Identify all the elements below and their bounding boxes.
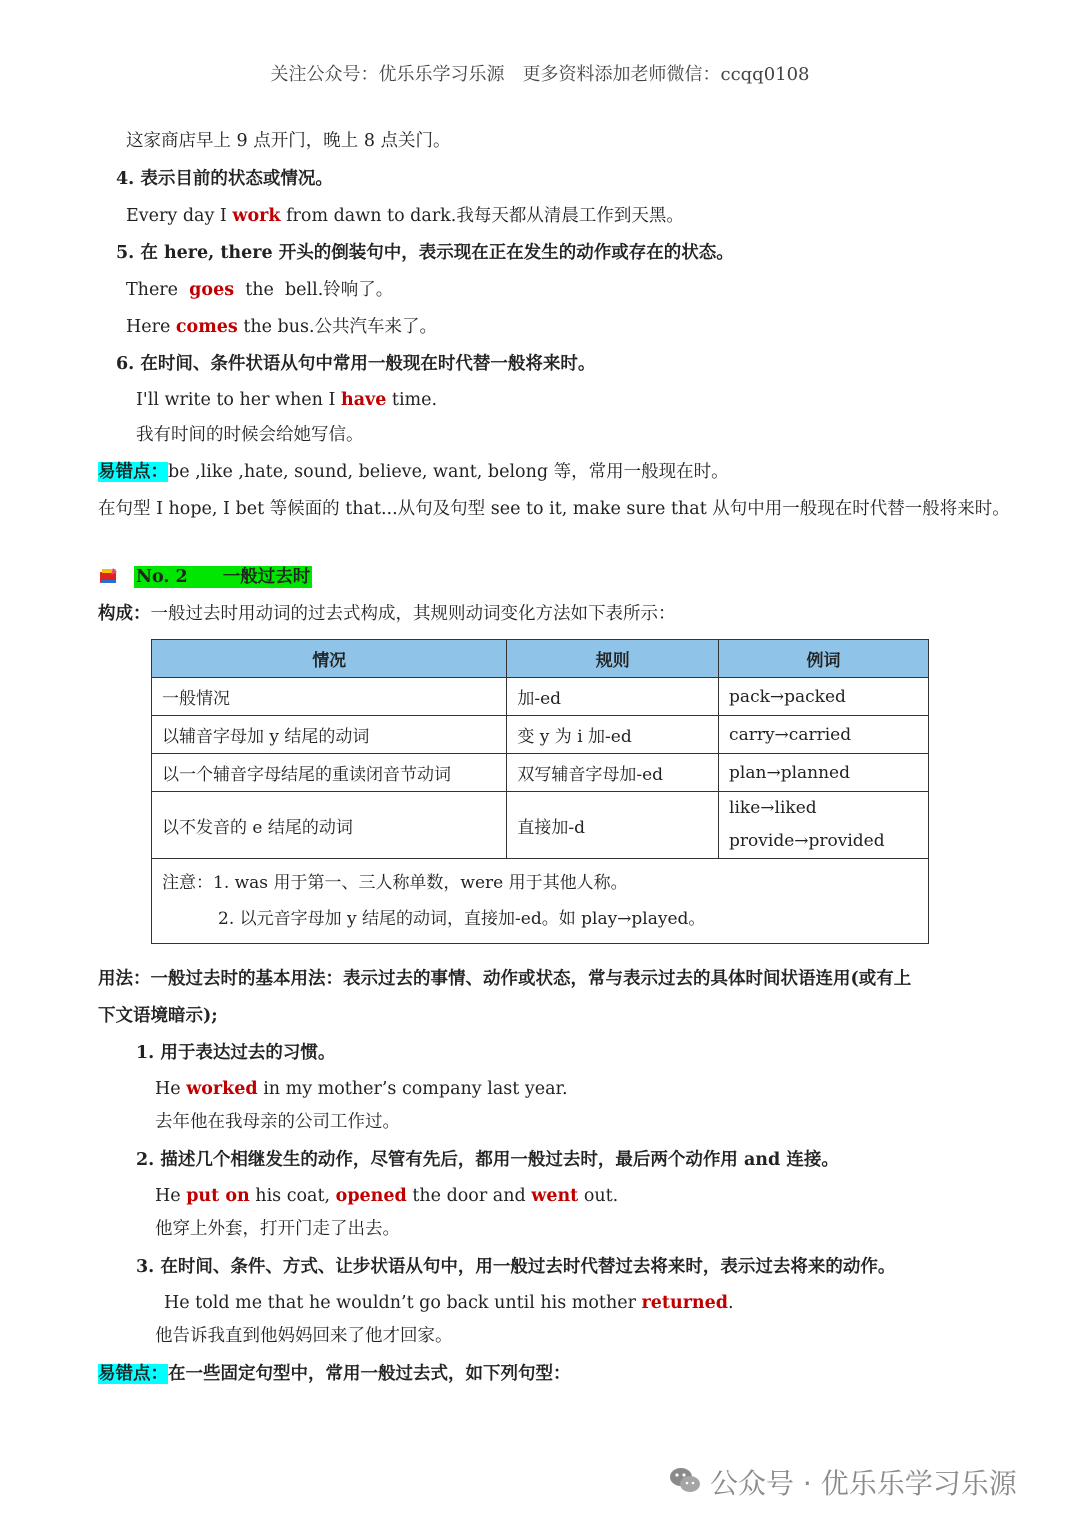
note-cell — [152, 859, 929, 944]
text: . — [728, 1293, 734, 1313]
highlighted-verb: goes — [189, 280, 235, 300]
usage-heading-3: 3. 在时间、条件、方式、让步状语从句中，用一般过去时代替过去将来时，表示过去将来的动作。 — [136, 1257, 896, 1277]
table-header: 情况 — [152, 640, 507, 678]
table-row — [152, 678, 929, 716]
highlighted-verb: work — [232, 206, 281, 226]
pitfall-note — [98, 461, 729, 483]
table-header: 例词 — [719, 640, 929, 678]
highlighted-verb: returned — [641, 1293, 729, 1313]
section-title — [134, 566, 312, 588]
example-cell — [719, 792, 929, 859]
example-translation-6: 我有时间的时候会给她写信。 — [136, 425, 364, 445]
example-translation: 这家商店早上 9 点开门，晚上 8 点关门。 — [126, 131, 451, 151]
note-line: 2. 以元音字母加 y 结尾的动词，直接加-ed。如 play→played。 — [218, 909, 706, 929]
example-translation-2: 他穿上外套，打开门走了出去。 — [155, 1219, 400, 1239]
text: his coat, — [249, 1186, 336, 1206]
note-line: 注意：1. was 用于第一、三人称单数，were 用于其他人称。 — [162, 873, 628, 893]
example-cell: carry→carried — [719, 716, 929, 754]
example-cell: plan→planned — [719, 754, 929, 792]
case-cell: 以不发音的 e 结尾的动词 — [152, 792, 507, 859]
case-cell: 一般情况 — [152, 678, 507, 716]
text: the bell.铃响了。 — [234, 280, 394, 300]
example-sentence-2 — [155, 1185, 618, 1207]
text: He — [155, 1079, 187, 1099]
text: from dawn to dark.我每天都从清晨工作到天黑。 — [280, 206, 684, 226]
table-header: 规则 — [507, 640, 719, 678]
rule-cell: 直接加-d — [507, 792, 719, 859]
text: Here — [126, 317, 176, 337]
usage-line-2: 下文语境暗示); — [98, 1006, 218, 1026]
example-translation-3: 他告诉我直到他妈妈回来了他才回家。 — [155, 1326, 453, 1346]
pitfall-label: 易错点： — [98, 1364, 168, 1384]
text: 在一些固定句型中，常用一般过去式，如下列句型： — [168, 1364, 571, 1384]
highlighted-verb: opened — [335, 1186, 407, 1206]
table-row — [152, 754, 929, 792]
case-cell: 以辅音字母加 y 结尾的动词 — [152, 716, 507, 754]
pitfall-note — [98, 1363, 571, 1385]
text: I'll write to her when I — [136, 390, 341, 410]
text: be ,like ,hate, sound, believe, want, belong 等，常用一般现在时。 — [168, 462, 729, 482]
example-sentence-3 — [164, 1292, 734, 1314]
example-item: like→liked — [729, 798, 817, 818]
text: time. — [386, 390, 438, 410]
highlighted-verb: went — [531, 1186, 579, 1206]
table-header-row — [152, 640, 929, 678]
table-note-row — [152, 859, 929, 944]
text: the bus.公共汽车来了。 — [237, 317, 438, 337]
table-row — [152, 792, 929, 859]
example-sentence-6 — [136, 389, 437, 411]
example-sentence-1 — [155, 1078, 568, 1100]
rule-cell: 变 y 为 i 加-ed — [507, 716, 719, 754]
text: in my mother’s company last year. — [257, 1079, 568, 1099]
formation-line — [98, 603, 676, 625]
highlighted-verb: worked — [186, 1079, 258, 1099]
formation-label: 构成： — [98, 604, 151, 624]
rule-heading-6: 6. 在时间、条件状语从句中常用一般现在时代替一般将来时。 — [116, 354, 596, 374]
example-sentence-5b — [126, 316, 437, 338]
book-icon — [98, 566, 120, 586]
table-row — [152, 716, 929, 754]
rules-table — [151, 639, 929, 944]
page-header: 关注公众号：优乐乐学习乐源 更多资料添加老师微信：ccqq0108 — [270, 64, 810, 85]
usage-heading-2: 2. 描述几个相继发生的动作，尽管有先后，都用一般过去时，最后两个动作用 and 连接。 — [136, 1150, 839, 1170]
example-cell: pack→packed — [719, 678, 929, 716]
text: There — [126, 280, 190, 300]
pitfall-label: 易错点： — [98, 462, 168, 482]
usage-heading-1: 1. 用于表达过去的习惯。 — [136, 1043, 336, 1063]
rule-heading-5: 5. 在 here, there 开头的倒装句中，表示现在正在发生的动作或存在的状态。 — [116, 243, 734, 263]
case-cell: 以一个辅音字母结尾的重读闭音节动词 — [152, 754, 507, 792]
highlighted-verb: comes — [175, 317, 238, 337]
example-sentence-4 — [126, 205, 684, 227]
highlighted-verb: put on — [186, 1186, 250, 1206]
watermark: 公众号 · 优乐乐学习乐源 — [710, 1467, 1017, 1500]
example-item: provide→provided — [729, 831, 885, 851]
wechat-icon — [668, 1465, 702, 1495]
text: He — [155, 1186, 187, 1206]
rule-heading-4: 4. 表示目前的状态或情况。 — [116, 169, 333, 189]
usage-line-1: 用法：一般过去时的基本用法：表示过去的事情、动作或状态，常与表示过去的具体时间状语连用(或有上 — [98, 969, 912, 989]
rule-cell: 双写辅音字母加-ed — [507, 754, 719, 792]
highlighted-verb: have — [340, 390, 387, 410]
rule-cell: 加-ed — [507, 678, 719, 716]
text: out. — [578, 1186, 619, 1206]
example-sentence-5a — [126, 279, 393, 301]
text: 一般过去时用动词的过去式构成，其规则动词变化方法如下表所示： — [150, 604, 676, 624]
section-title-text: No. 2 一般过去时 — [136, 567, 311, 587]
example-translation-1: 去年他在我母亲的公司工作过。 — [155, 1112, 400, 1132]
text: He told me that he wouldn’t go back until his mother — [164, 1293, 642, 1313]
text: Every day I — [126, 206, 233, 226]
text: the door and — [406, 1186, 532, 1206]
pitfall-note-2: 在句型 I hope, I bet 等候面的 that...从句及句型 see to it, make sure that 从句中用一般现在时代替一般将来时。 — [98, 499, 1010, 519]
